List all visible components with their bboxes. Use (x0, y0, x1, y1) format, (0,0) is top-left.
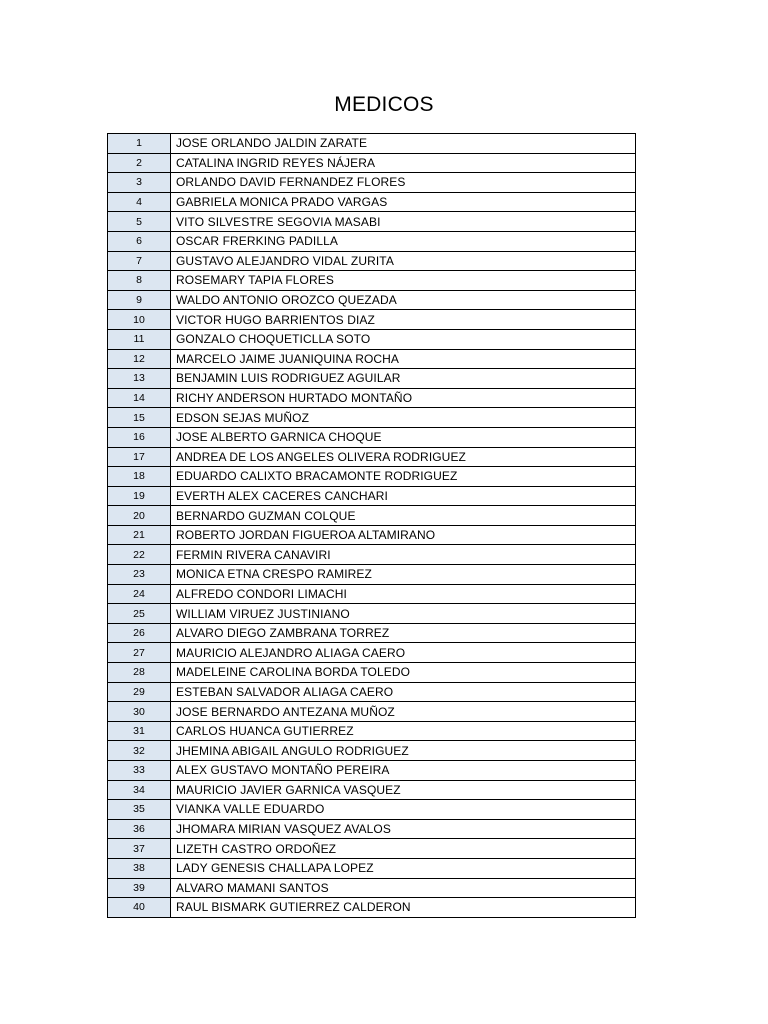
table-row (108, 369, 636, 389)
doctor-name: VICTOR HUGO BARRIENTOS DIAZ (171, 310, 636, 330)
table-row (108, 623, 636, 643)
page-title: MEDICOS (334, 93, 434, 116)
row-number: 27 (108, 643, 171, 663)
doctor-name: FERMIN RIVERA CANAVIRI (171, 545, 636, 565)
doctor-name: ROSEMARY TAPIA FLORES (171, 271, 636, 291)
row-number: 12 (108, 349, 171, 369)
row-number: 34 (108, 780, 171, 800)
row-number: 36 (108, 819, 171, 839)
table-row (108, 427, 636, 447)
row-number: 3 (108, 173, 171, 193)
doctor-name: LADY GENESIS CHALLAPA LOPEZ (171, 858, 636, 878)
doctor-name: ALEX GUSTAVO MONTAÑO PEREIRA (171, 761, 636, 781)
doctor-name: JHOMARA MIRIAN VASQUEZ AVALOS (171, 819, 636, 839)
row-number: 37 (108, 839, 171, 859)
row-number: 5 (108, 212, 171, 232)
table-body (108, 134, 636, 918)
doctor-name: WILLIAM VIRUEZ JUSTINIANO (171, 604, 636, 624)
row-number: 39 (108, 878, 171, 898)
row-number: 25 (108, 604, 171, 624)
table-row (108, 329, 636, 349)
row-number: 8 (108, 271, 171, 291)
row-number: 24 (108, 584, 171, 604)
table-row (108, 702, 636, 722)
table-row (108, 486, 636, 506)
table-row (108, 761, 636, 781)
table-row (108, 898, 636, 918)
row-number: 7 (108, 251, 171, 271)
row-number: 19 (108, 486, 171, 506)
table-row (108, 878, 636, 898)
table-row (108, 663, 636, 683)
row-number: 13 (108, 369, 171, 389)
table-row (108, 506, 636, 526)
doctor-name: JOSE ALBERTO GARNICA CHOQUE (171, 427, 636, 447)
doctor-name: VITO SILVESTRE SEGOVIA MASABI (171, 212, 636, 232)
doctor-name: MAURICIO JAVIER GARNICA VASQUEZ (171, 780, 636, 800)
row-number: 28 (108, 663, 171, 683)
row-number: 17 (108, 447, 171, 467)
doctor-name: JOSE BERNARDO ANTEZANA MUÑOZ (171, 702, 636, 722)
table-row (108, 153, 636, 173)
row-number: 14 (108, 388, 171, 408)
doctor-name: MADELEINE CAROLINA BORDA TOLEDO (171, 663, 636, 683)
table-row (108, 858, 636, 878)
table-row (108, 819, 636, 839)
table-row (108, 584, 636, 604)
table-row (108, 643, 636, 663)
doctor-name: EDUARDO CALIXTO BRACAMONTE RODRIGUEZ (171, 467, 636, 487)
table-row (108, 839, 636, 859)
row-number: 20 (108, 506, 171, 526)
table-row (108, 349, 636, 369)
doctor-name: ROBERTO JORDAN FIGUEROA ALTAMIRANO (171, 525, 636, 545)
doctor-name: GONZALO CHOQUETICLLA SOTO (171, 329, 636, 349)
doctor-name: CARLOS HUANCA GUTIERREZ (171, 721, 636, 741)
row-number: 22 (108, 545, 171, 565)
row-number: 1 (108, 134, 171, 154)
table-row (108, 682, 636, 702)
row-number: 4 (108, 192, 171, 212)
table-row (108, 192, 636, 212)
row-number: 15 (108, 408, 171, 428)
table-row (108, 741, 636, 761)
doctor-name: MONICA ETNA CRESPO RAMIREZ (171, 565, 636, 585)
row-number: 31 (108, 721, 171, 741)
row-number: 10 (108, 310, 171, 330)
doctor-name: ESTEBAN SALVADOR ALIAGA CAERO (171, 682, 636, 702)
row-number: 11 (108, 329, 171, 349)
table-row (108, 173, 636, 193)
doctor-name: VIANKA VALLE EDUARDO (171, 800, 636, 820)
row-number: 29 (108, 682, 171, 702)
row-number: 23 (108, 565, 171, 585)
doctor-name: ORLANDO DAVID FERNANDEZ FLORES (171, 173, 636, 193)
table-row (108, 565, 636, 585)
row-number: 18 (108, 467, 171, 487)
doctor-name: OSCAR FRERKING PADILLA (171, 231, 636, 251)
table-row (108, 290, 636, 310)
table-row (108, 134, 636, 154)
row-number: 2 (108, 153, 171, 173)
table-row (108, 447, 636, 467)
doctor-name: LIZETH CASTRO ORDOÑEZ (171, 839, 636, 859)
row-number: 32 (108, 741, 171, 761)
doctor-name: ALFREDO CONDORI LIMACHI (171, 584, 636, 604)
row-number: 35 (108, 800, 171, 820)
doctor-name: GUSTAVO ALEJANDRO VIDAL ZURITA (171, 251, 636, 271)
doctor-name: WALDO ANTONIO OROZCO QUEZADA (171, 290, 636, 310)
doctor-name: ALVARO MAMANI SANTOS (171, 878, 636, 898)
table-row (108, 271, 636, 291)
doctor-name: EDSON SEJAS MUÑOZ (171, 408, 636, 428)
doctor-name: RAUL BISMARK GUTIERREZ CALDERON (171, 898, 636, 918)
doctor-name: CATALINA INGRID REYES NÁJERA (171, 153, 636, 173)
medicos-table (107, 133, 636, 918)
doctor-name: RICHY ANDERSON HURTADO MONTAÑO (171, 388, 636, 408)
doctor-name: JHEMINA ABIGAIL ANGULO RODRIGUEZ (171, 741, 636, 761)
table-row (108, 604, 636, 624)
row-number: 21 (108, 525, 171, 545)
table-row (108, 721, 636, 741)
doctor-name: GABRIELA MONICA PRADO VARGAS (171, 192, 636, 212)
row-number: 40 (108, 898, 171, 918)
table-row (108, 780, 636, 800)
table-row (108, 251, 636, 271)
row-number: 9 (108, 290, 171, 310)
table-row (108, 388, 636, 408)
doctor-name: JOSE ORLANDO JALDIN ZARATE (171, 134, 636, 154)
row-number: 30 (108, 702, 171, 722)
doctor-name: MAURICIO ALEJANDRO ALIAGA CAERO (171, 643, 636, 663)
row-number: 38 (108, 858, 171, 878)
table-row (108, 545, 636, 565)
doctor-name: MARCELO JAIME JUANIQUINA ROCHA (171, 349, 636, 369)
row-number: 26 (108, 623, 171, 643)
table-row (108, 408, 636, 428)
row-number: 33 (108, 761, 171, 781)
table-row (108, 800, 636, 820)
table-row (108, 231, 636, 251)
doctor-name: EVERTH ALEX CACERES CANCHARI (171, 486, 636, 506)
doctor-name: ANDREA DE LOS ANGELES OLIVERA RODRIGUEZ (171, 447, 636, 467)
row-number: 6 (108, 231, 171, 251)
doctor-name: BERNARDO GUZMAN COLQUE (171, 506, 636, 526)
table-row (108, 310, 636, 330)
doctor-name: ALVARO DIEGO ZAMBRANA TORREZ (171, 623, 636, 643)
table-row (108, 212, 636, 232)
row-number: 16 (108, 427, 171, 447)
doctor-name: BENJAMIN LUIS RODRIGUEZ AGUILAR (171, 369, 636, 389)
table-row (108, 525, 636, 545)
table-row (108, 467, 636, 487)
